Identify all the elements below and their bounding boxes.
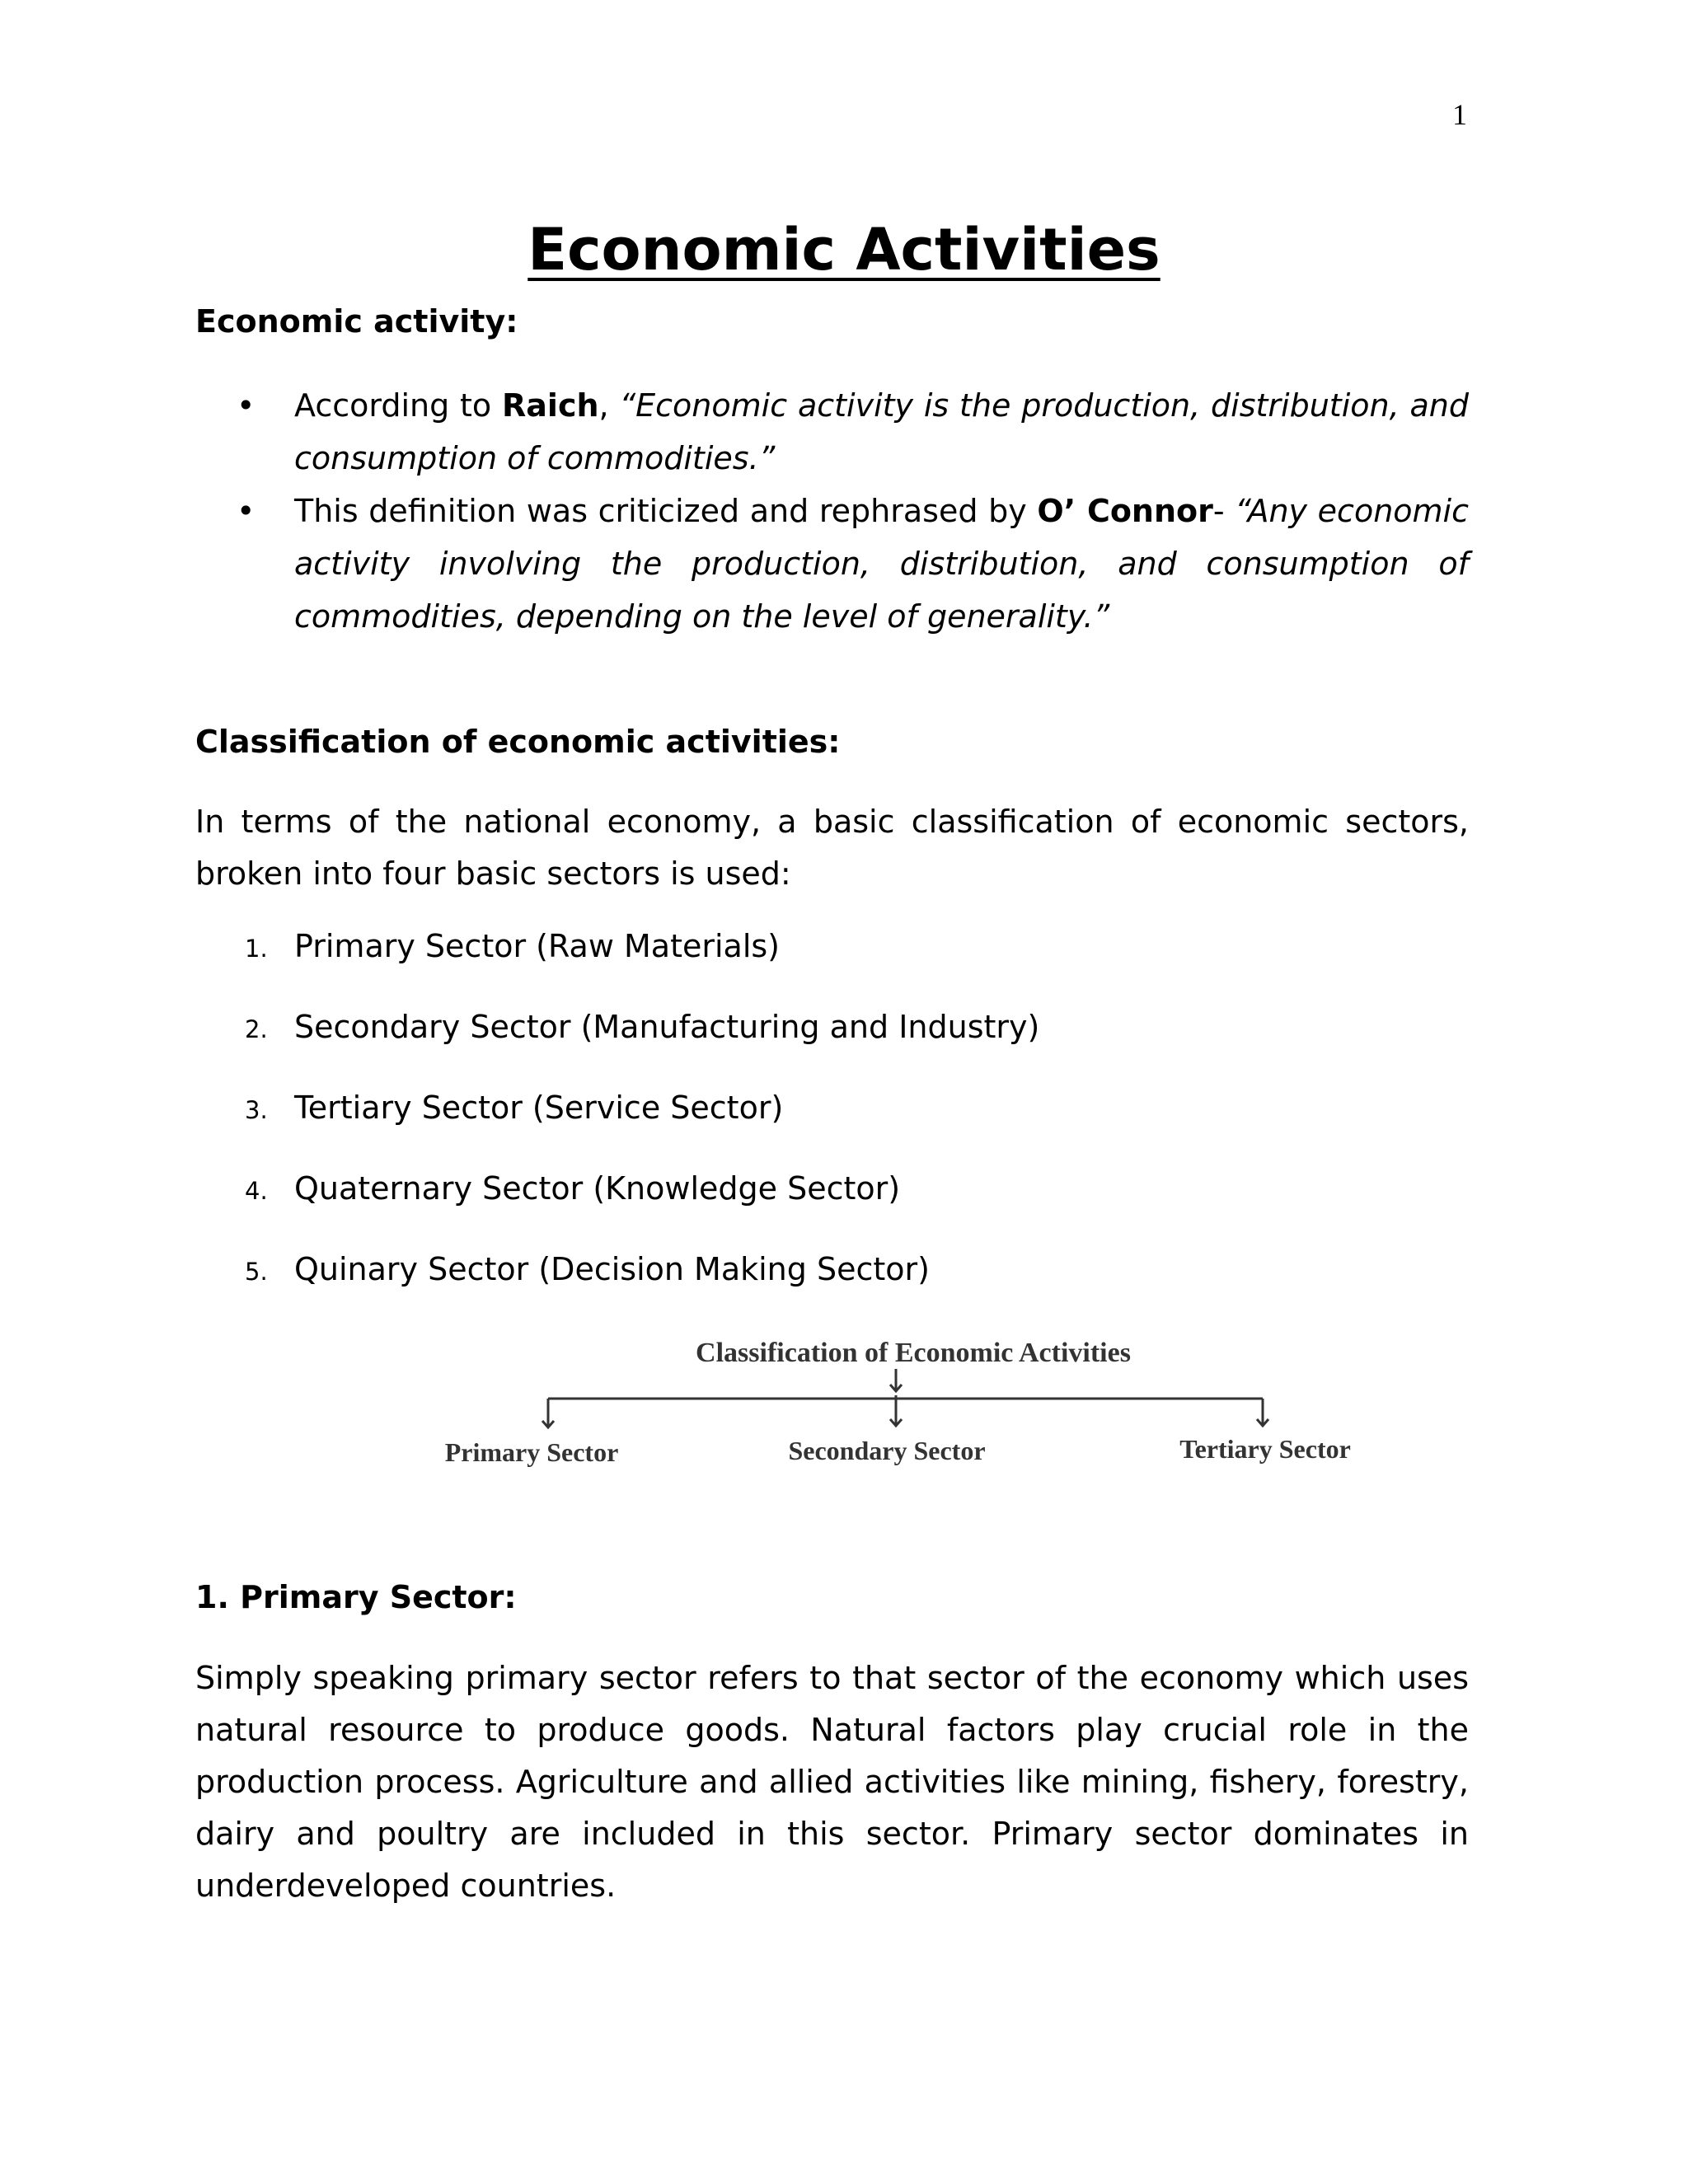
definition-prefix: This definition was criticized and rephrased by	[294, 493, 1038, 529]
diagram-child-secondary: Secondary Sector	[788, 1436, 986, 1465]
bullet-icon: •	[237, 493, 256, 529]
diagram-child-primary: Primary Sector	[444, 1437, 619, 1467]
author-name: O’ Connor	[1037, 493, 1213, 529]
economic-activity-heading: Economic activity:	[195, 303, 518, 340]
sector-label: Quaternary Sector (Knowledge Sector)	[294, 1170, 901, 1207]
primary-sector-body: Simply speaking primary sector refers to that sector of the economy which uses natural resource to produce goods. Natural factors play crucial role in the production process. Agriculture and allied activities like mining, fishery, forestry, dairy and poultry are included in this sector. Primary sector dominates in underdeveloped countries.	[195, 1660, 1469, 1904]
sector-label: Primary Sector (Raw Materials)	[294, 928, 780, 964]
definition-separator: ,	[598, 387, 620, 424]
classification-intro: In terms of the national economy, a basic classification of economic sectors, broken into four basic sectors is used:	[195, 804, 1469, 892]
bullet-icon: •	[237, 387, 256, 424]
definition-prefix: According to	[294, 387, 503, 424]
diagram-root-label: Classification of Economic Activities	[696, 1338, 1131, 1368]
author-name: Raich	[502, 387, 599, 424]
list-number: 2.	[245, 1015, 268, 1043]
list-item	[195, 1009, 1039, 1090]
definition-quote: “Economic activity is the production, distribution, and consumption of commodities.”	[294, 387, 1469, 476]
list-item	[195, 1251, 1039, 1332]
sector-label: Tertiary Sector (Service Sector)	[294, 1090, 784, 1126]
list-item	[195, 1090, 1039, 1170]
primary-sector-heading: 1. Primary Sector:	[195, 1579, 517, 1615]
list-number: 1.	[245, 935, 268, 963]
list-item	[195, 379, 1469, 485]
list-item	[195, 928, 1039, 1009]
sector-label: Quinary Sector (Decision Making Sector)	[294, 1251, 930, 1287]
definition-list	[195, 379, 1469, 643]
list-number: 3.	[245, 1096, 268, 1124]
page-title: Economic Activities	[528, 216, 1160, 284]
definition-quote: “Any economic activity involving the production, distribution, and consumption of commodities, depending on the level of generality.”	[294, 493, 1469, 635]
sector-label: Secondary Sector (Manufacturing and Industry)	[294, 1009, 1040, 1045]
list-number: 5.	[245, 1258, 268, 1286]
sector-list	[195, 928, 1039, 1332]
list-item	[195, 1170, 1039, 1251]
classification-heading: Classification of economic activities:	[195, 724, 841, 760]
classification-diagram	[0, 1323, 1688, 1488]
diagram-child-tertiary: Tertiary Sector	[1179, 1434, 1351, 1464]
list-item	[195, 485, 1469, 643]
page-number: 1	[1452, 98, 1467, 131]
list-number: 4.	[245, 1177, 268, 1205]
definition-separator: -	[1212, 493, 1236, 529]
diagram-connectors	[542, 1369, 1268, 1427]
